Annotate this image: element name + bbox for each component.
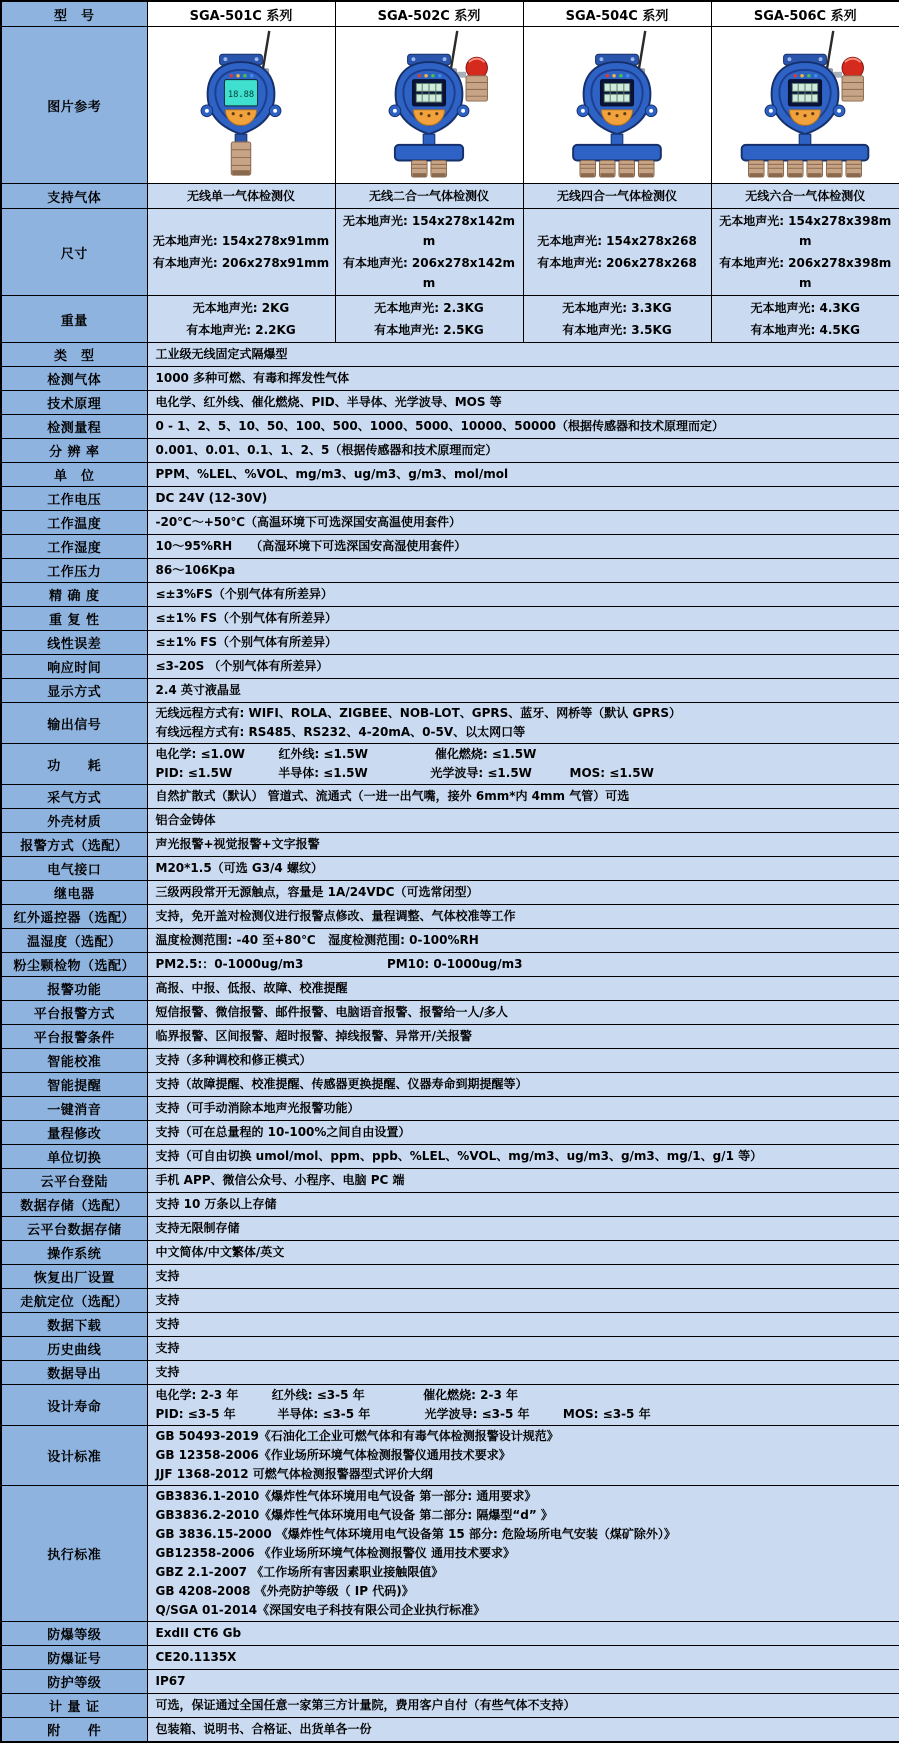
spec-label: 工作电压 bbox=[1, 487, 147, 511]
spec-value bbox=[147, 929, 899, 953]
spec-line: GB 4208-2008 《外壳防护等级（ IP 代码)》 bbox=[155, 1584, 414, 1598]
spec-line: 支持 bbox=[155, 1317, 180, 1331]
spec-row bbox=[1, 655, 899, 679]
spec-label: 工作湿度 bbox=[1, 535, 147, 559]
spec-label: 防爆等级 bbox=[1, 1622, 147, 1646]
spec-line: 支持 bbox=[155, 1365, 180, 1379]
spec-value bbox=[147, 1121, 899, 1145]
spec-line: GB3836.1-2010《爆炸性气体环境用电气设备 第一部分: 通用要求》 bbox=[155, 1489, 537, 1503]
spec-value bbox=[147, 1073, 899, 1097]
spec-cell bbox=[523, 184, 711, 209]
spec-line: 铝合金铸体 bbox=[155, 813, 216, 827]
spec-line: 支持，免开盖对检测仪进行报警点修改、量程调整、气体校准等工作 bbox=[155, 909, 516, 923]
device-image-cell bbox=[147, 27, 335, 184]
spec-line: 有线远程方式有: RS485、RS232、4-20mA、0-5V、以太网口等 bbox=[155, 725, 526, 739]
spec-value bbox=[147, 785, 899, 809]
spec-line: -20℃～+50℃（高温环境下可选深国安高温使用套件） bbox=[155, 515, 461, 529]
spec-line: ≤±3%FS（个别气体有所差异） bbox=[155, 587, 333, 601]
spec-line: GB 3836.15-2000 《爆炸性气体环境用电气设备第 15 部分: 危险场所电气安装（煤矿除外）》 bbox=[155, 1527, 676, 1541]
spec-row bbox=[1, 209, 899, 296]
spec-line: 手机 APP、微信公众号、小程序、电脑 PC 端 bbox=[155, 1173, 405, 1187]
spec-row bbox=[1, 1025, 899, 1049]
spec-line: GBZ 2.1-2007 《工作场所有害因素职业接触限值》 bbox=[155, 1565, 444, 1579]
spec-line: CE20.1135X bbox=[155, 1650, 237, 1664]
spec-line: 86～106Kpa bbox=[155, 563, 236, 577]
spec-row bbox=[1, 1265, 899, 1289]
device-image-sga-506c bbox=[715, 27, 895, 179]
spec-line: 自然扩散式（默认） 管道式、流通式（一进一出气嘴，接外 6mm*内 4mm 气管）可选 bbox=[155, 789, 630, 803]
spec-line: ≤±1% FS（个别气体有所差异） bbox=[155, 635, 338, 649]
spec-cell bbox=[711, 184, 899, 209]
spec-value bbox=[147, 679, 899, 703]
spec-label: 外壳材质 bbox=[1, 809, 147, 833]
spec-label: 检测气体 bbox=[1, 367, 147, 391]
spec-line: 0.001、0.01、0.1、1、2、5（根据传感器和技术原理而定） bbox=[155, 443, 498, 457]
spec-value bbox=[147, 1622, 899, 1646]
spec-line: 有本地声光: 206x278x91mm bbox=[152, 256, 330, 270]
spec-line: 包装箱、说明书、合格证、出货单各一份 bbox=[155, 1722, 372, 1736]
spec-line: 支持 bbox=[155, 1293, 180, 1307]
spec-row bbox=[1, 511, 899, 535]
spec-line: 10～95%RH （高湿环境下可选深国安高湿使用套件） bbox=[155, 539, 467, 553]
spec-row bbox=[1, 1193, 899, 1217]
spec-row bbox=[1, 857, 899, 881]
spec-label: 防护等级 bbox=[1, 1670, 147, 1694]
spec-label: 历史曲线 bbox=[1, 1337, 147, 1361]
series-header-506c: SGA-506C 系列 bbox=[711, 1, 899, 27]
spec-value bbox=[147, 1145, 899, 1169]
spec-cell bbox=[523, 209, 711, 296]
spec-line: 三级两段常开无源触点，容量是 1A/24VDC（可选常闭型） bbox=[155, 885, 479, 899]
spec-row bbox=[1, 415, 899, 439]
spec-row bbox=[1, 785, 899, 809]
spec-value bbox=[147, 1241, 899, 1265]
spec-row bbox=[1, 1241, 899, 1265]
spec-line: 有本地声光: 206x278x142mm bbox=[342, 256, 516, 290]
device-image-sga-502c bbox=[339, 27, 519, 179]
spec-value bbox=[147, 809, 899, 833]
device-image-cell bbox=[711, 27, 899, 184]
spec-line: 无本地声光: 2KG bbox=[192, 301, 290, 315]
spec-value bbox=[147, 1193, 899, 1217]
spec-row bbox=[1, 977, 899, 1001]
spec-value bbox=[147, 1289, 899, 1313]
spec-line: 0 - 1、2、5、10、50、100、500、1000、5000、10000、50000（根据传感器和技术原理而定） bbox=[155, 419, 725, 433]
spec-row bbox=[1, 1217, 899, 1241]
spec-cell bbox=[711, 296, 899, 343]
spec-label: 数据导出 bbox=[1, 1361, 147, 1385]
spec-line: 无线单一气体检测仪 bbox=[186, 189, 295, 203]
spec-line: GB 12358-2006《作业场所环境气体检测报警仪通用技术要求》 bbox=[155, 1448, 511, 1462]
spec-line: 2.4 英寸液晶显 bbox=[155, 683, 241, 697]
spec-row bbox=[1, 1337, 899, 1361]
spec-label: 智能提醒 bbox=[1, 1073, 147, 1097]
spec-value bbox=[147, 1313, 899, 1337]
spec-line: 支持（多种调校和修正模式） bbox=[155, 1053, 312, 1067]
spec-value bbox=[147, 1694, 899, 1718]
spec-label: 操作系统 bbox=[1, 1241, 147, 1265]
spec-label: 防爆证号 bbox=[1, 1646, 147, 1670]
spec-label: 红外遥控器（选配） bbox=[1, 905, 147, 929]
series-header-501c: SGA-501C 系列 bbox=[147, 1, 335, 27]
spec-label: 类 型 bbox=[1, 343, 147, 367]
spec-line: 支持（可在总量程的 10-100%之间自由设置） bbox=[155, 1125, 411, 1139]
spec-value bbox=[147, 1265, 899, 1289]
device-image-cell bbox=[335, 27, 523, 184]
spec-label: 设计寿命 bbox=[1, 1385, 147, 1426]
spec-row bbox=[1, 343, 899, 367]
spec-label: 温湿度（选配） bbox=[1, 929, 147, 953]
spec-value bbox=[147, 881, 899, 905]
spec-value bbox=[147, 559, 899, 583]
spec-line: ≤±1% FS（个别气体有所差异） bbox=[155, 611, 338, 625]
model-header-label: 型 号 bbox=[1, 1, 147, 27]
spec-line: 工业级无线固定式隔爆型 bbox=[155, 347, 288, 361]
spec-label: 检测量程 bbox=[1, 415, 147, 439]
spec-value bbox=[147, 439, 899, 463]
spec-row bbox=[1, 1145, 899, 1169]
spec-label: 一键消音 bbox=[1, 1097, 147, 1121]
spec-label: 报警功能 bbox=[1, 977, 147, 1001]
spec-value bbox=[147, 487, 899, 511]
spec-label: 量程修改 bbox=[1, 1121, 147, 1145]
spec-label: 数据下载 bbox=[1, 1313, 147, 1337]
spec-label: 重量 bbox=[1, 296, 147, 343]
spec-label: 粉尘颗检物（选配） bbox=[1, 953, 147, 977]
spec-row bbox=[1, 703, 899, 744]
spec-label: 功 耗 bbox=[1, 744, 147, 785]
spec-row bbox=[1, 953, 899, 977]
spec-label: 输出信号 bbox=[1, 703, 147, 744]
spec-row bbox=[1, 905, 899, 929]
spec-line: 支持 bbox=[155, 1341, 180, 1355]
spec-line: 无本地声光: 4.3KG bbox=[750, 301, 860, 315]
spec-line: 支持（可自由切换 umol/mol、ppm、ppb、%LEL、%VOL、mg/m3、ug/m3、g/m3、mg/1、g/1 等） bbox=[155, 1149, 763, 1163]
spec-row bbox=[1, 1694, 899, 1718]
spec-line: ≤3-20S （个别气体有所差异） bbox=[155, 659, 329, 673]
spec-line: 电化学: ≤1.0W 红外线: ≤1.5W 催化燃烧: ≤1.5W bbox=[155, 747, 537, 761]
spec-value bbox=[147, 1097, 899, 1121]
spec-row bbox=[1, 367, 899, 391]
spec-line: 支持（故障提醒、校准提醒、传感器更换提醒、仪器寿命到期提醒等） bbox=[155, 1077, 528, 1091]
header-row bbox=[1, 1, 899, 27]
series-header-504c: SGA-504C 系列 bbox=[523, 1, 711, 27]
spec-label: 响应时间 bbox=[1, 655, 147, 679]
spec-value bbox=[147, 744, 899, 785]
spec-cell bbox=[335, 209, 523, 296]
spec-line: 支持无限制存储 bbox=[155, 1221, 240, 1235]
spec-line: 无本地声光: 154x278x91mm bbox=[152, 234, 330, 248]
spec-row bbox=[1, 296, 899, 343]
spec-row bbox=[1, 744, 899, 785]
spec-value bbox=[147, 367, 899, 391]
spec-label: 智能校准 bbox=[1, 1049, 147, 1073]
spec-value bbox=[147, 655, 899, 679]
device-image-cell bbox=[523, 27, 711, 184]
spec-label: 单位切换 bbox=[1, 1145, 147, 1169]
device-image-sga-504c bbox=[527, 27, 707, 179]
spec-row bbox=[1, 1622, 899, 1646]
series-header-502c: SGA-502C 系列 bbox=[335, 1, 523, 27]
spec-line: 1000 多种可燃、有毒和挥发性气体 bbox=[155, 371, 350, 385]
spec-value bbox=[147, 1169, 899, 1193]
spec-value bbox=[147, 703, 899, 744]
spec-line: Q/SGA 01-2014《深国安电子科技有限公司企业执行标准》 bbox=[155, 1603, 486, 1617]
spec-value bbox=[147, 1426, 899, 1486]
spec-value bbox=[147, 391, 899, 415]
spec-cell bbox=[147, 209, 335, 296]
spec-row bbox=[1, 1073, 899, 1097]
spec-line: M20*1.5（可选 G3/4 螺纹） bbox=[155, 861, 323, 875]
spec-row bbox=[1, 1426, 899, 1486]
spec-line: 临界报警、区间报警、超时报警、掉线报警、异常开/关报警 bbox=[155, 1029, 472, 1043]
spec-value bbox=[147, 1217, 899, 1241]
spec-row bbox=[1, 583, 899, 607]
spec-line: 有本地声光: 3.5KG bbox=[562, 323, 672, 337]
spec-row bbox=[1, 391, 899, 415]
spec-row bbox=[1, 929, 899, 953]
spec-value bbox=[147, 607, 899, 631]
spec-line: 有本地声光: 206x278x268 bbox=[537, 256, 697, 270]
spec-line: 支持（可手动消除本地声光报警功能） bbox=[155, 1101, 360, 1115]
spec-label: 执行标准 bbox=[1, 1486, 147, 1622]
spec-label: 报警方式（选配） bbox=[1, 833, 147, 857]
spec-line: 无本地声光: 154x278x268 bbox=[537, 234, 697, 248]
spec-cell bbox=[335, 296, 523, 343]
spec-row bbox=[1, 1486, 899, 1622]
spec-value bbox=[147, 905, 899, 929]
spec-value bbox=[147, 953, 899, 977]
spec-value bbox=[147, 977, 899, 1001]
spec-cell bbox=[147, 296, 335, 343]
spec-cell bbox=[523, 296, 711, 343]
spec-row bbox=[1, 184, 899, 209]
spec-line: 短信报警、微信报警、邮件报警、电脑语音报警、报警给一人/多人 bbox=[155, 1005, 508, 1019]
spec-row bbox=[1, 881, 899, 905]
spec-value bbox=[147, 1001, 899, 1025]
spec-row bbox=[1, 1385, 899, 1426]
spec-label: 尺寸 bbox=[1, 209, 147, 296]
spec-row bbox=[1, 463, 899, 487]
spec-label: 设计标准 bbox=[1, 1426, 147, 1486]
spec-row bbox=[1, 1097, 899, 1121]
spec-value bbox=[147, 463, 899, 487]
spec-value bbox=[147, 1486, 899, 1622]
spec-line: GB12358-2006 《作业场所环境气体检测报警仪 通用技术要求》 bbox=[155, 1546, 515, 1560]
spec-label: 工作温度 bbox=[1, 511, 147, 535]
spec-line: PM2.5:：0-1000ug/m3 PM10: 0-1000ug/m3 bbox=[155, 957, 523, 971]
spec-label: 云平台登陆 bbox=[1, 1169, 147, 1193]
spec-line: 有本地声光: 4.5KG bbox=[750, 323, 860, 337]
spec-row bbox=[1, 1313, 899, 1337]
spec-label: 平台报警条件 bbox=[1, 1025, 147, 1049]
spec-line: GB 50493-2019《石油化工企业可燃气体和有毒气体检测报警设计规范》 bbox=[155, 1429, 559, 1443]
spec-line: 无线四合一气体检测仪 bbox=[556, 189, 677, 203]
spec-label: 技术原理 bbox=[1, 391, 147, 415]
spec-row bbox=[1, 1001, 899, 1025]
spec-label: 继电器 bbox=[1, 881, 147, 905]
spec-line: 支持 10 万条以上存储 bbox=[155, 1197, 277, 1211]
spec-line: 有本地声光: 2.2KG bbox=[186, 323, 296, 337]
image-reference-row bbox=[1, 27, 899, 184]
device-image-sga-501c bbox=[151, 27, 331, 179]
spec-line: 声光报警+视觉报警+文字报警 bbox=[155, 837, 320, 851]
spec-line: DC 24V (12-30V) bbox=[155, 491, 268, 505]
spec-line: IP67 bbox=[155, 1674, 186, 1688]
spec-value bbox=[147, 415, 899, 439]
spec-value bbox=[147, 583, 899, 607]
image-row-label: 图片参考 bbox=[1, 27, 147, 184]
spec-line: 无线远程方式有: WIFI、ROLA、ZIGBEE、NOB-LOT、GPRS、蓝牙、网桥等（默认 GPRS） bbox=[155, 706, 681, 720]
spec-value bbox=[147, 343, 899, 367]
spec-label: 显示方式 bbox=[1, 679, 147, 703]
spec-line: 高报、中报、低报、故障、校准提醒 bbox=[155, 981, 348, 995]
spec-value bbox=[147, 1025, 899, 1049]
spec-row bbox=[1, 535, 899, 559]
spec-value bbox=[147, 857, 899, 881]
spec-row bbox=[1, 631, 899, 655]
spec-label: 分 辨 率 bbox=[1, 439, 147, 463]
spec-row bbox=[1, 1718, 899, 1743]
svg-text:18.88: 18.88 bbox=[227, 90, 255, 101]
spec-label: 数据存储（选配） bbox=[1, 1193, 147, 1217]
spec-label: 线性误差 bbox=[1, 631, 147, 655]
spec-line: 电化学: 2-3 年 红外线: ≤3-5 年 催化燃烧: 2-3 年 bbox=[155, 1388, 518, 1402]
spec-line: PID: ≤1.5W 半导体: ≤1.5W 光学波导: ≤1.5W MOS: ≤1.5W bbox=[155, 766, 654, 780]
spec-row bbox=[1, 487, 899, 511]
spec-row bbox=[1, 1670, 899, 1694]
spec-label: 工作压力 bbox=[1, 559, 147, 583]
spec-value bbox=[147, 1049, 899, 1073]
spec-label: 重 复 性 bbox=[1, 607, 147, 631]
spec-line: 无本地声光: 3.3KG bbox=[562, 301, 672, 315]
spec-value bbox=[147, 1718, 899, 1743]
spec-row bbox=[1, 1049, 899, 1073]
spec-line: 温度检测范围: -40 至+80℃ 湿度检测范围: 0-100%RH bbox=[155, 933, 479, 947]
spec-line: 无本地声光: 2.3KG bbox=[374, 301, 484, 315]
spec-label: 附 件 bbox=[1, 1718, 147, 1743]
spec-line: 支持 bbox=[155, 1269, 180, 1283]
spec-line: ExdII CT6 Gb bbox=[155, 1626, 242, 1640]
spec-value bbox=[147, 1385, 899, 1426]
spec-value bbox=[147, 631, 899, 655]
spec-line: 有本地声光: 2.5KG bbox=[374, 323, 484, 337]
spec-row bbox=[1, 1289, 899, 1313]
spec-line: 可选，保证通过全国任意一家第三方计量院，费用客户自付（有些气体不支持） bbox=[155, 1698, 576, 1712]
spec-row bbox=[1, 809, 899, 833]
spec-value bbox=[147, 1337, 899, 1361]
spec-line: PPM、%LEL、%VOL、mg/m3、ug/m3、g/m3、mol/mol bbox=[155, 467, 509, 481]
spec-value bbox=[147, 1646, 899, 1670]
spec-row bbox=[1, 559, 899, 583]
spec-value bbox=[147, 833, 899, 857]
spec-row bbox=[1, 833, 899, 857]
spec-line: 无本地声光: 154x278x398mm bbox=[719, 214, 892, 248]
spec-value bbox=[147, 511, 899, 535]
spec-label: 恢复出厂设置 bbox=[1, 1265, 147, 1289]
spec-row bbox=[1, 1646, 899, 1670]
spec-value bbox=[147, 1361, 899, 1385]
spec-cell bbox=[335, 184, 523, 209]
spec-label: 云平台数据存储 bbox=[1, 1217, 147, 1241]
spec-line: 电化学、红外线、催化燃烧、PID、半导体、光学波导、MOS 等 bbox=[155, 395, 502, 409]
spec-label: 走航定位（选配） bbox=[1, 1289, 147, 1313]
spec-line: 有本地声光: 206x278x398mm bbox=[719, 256, 892, 290]
spec-line: PID: ≤3-5 年 半导体: ≤3-5 年 光学波导: ≤3-5 年 MOS: ≤3-5 年 bbox=[155, 1407, 651, 1421]
spec-row bbox=[1, 679, 899, 703]
spec-label: 采气方式 bbox=[1, 785, 147, 809]
spec-value bbox=[147, 1670, 899, 1694]
spec-label: 电气接口 bbox=[1, 857, 147, 881]
spec-label: 平台报警方式 bbox=[1, 1001, 147, 1025]
spec-row bbox=[1, 439, 899, 463]
spec-row bbox=[1, 1361, 899, 1385]
spec-label: 计 量 证 bbox=[1, 1694, 147, 1718]
spec-row bbox=[1, 1169, 899, 1193]
spec-cell bbox=[147, 184, 335, 209]
spec-line: JJF 1368-2012 可燃气体检测报警器型式评价大纲 bbox=[155, 1467, 433, 1481]
spec-value bbox=[147, 535, 899, 559]
spec-line: 中文简体/中文繁体/英文 bbox=[155, 1245, 285, 1259]
spec-row bbox=[1, 607, 899, 631]
spec-line: GB3836.2-2010《爆炸性气体环境用电气设备 第二部分: 隔爆型“d” 》 bbox=[155, 1508, 553, 1522]
spec-line: 无线二合一气体检测仪 bbox=[368, 189, 489, 203]
spec-label: 单 位 bbox=[1, 463, 147, 487]
spec-line: 无线六合一气体检测仪 bbox=[745, 189, 866, 203]
spec-line: 无本地声光: 154x278x142mm bbox=[342, 214, 516, 248]
spec-row bbox=[1, 1121, 899, 1145]
spec-label: 支持气体 bbox=[1, 184, 147, 209]
spec-label: 精 确 度 bbox=[1, 583, 147, 607]
spec-cell bbox=[711, 209, 899, 296]
